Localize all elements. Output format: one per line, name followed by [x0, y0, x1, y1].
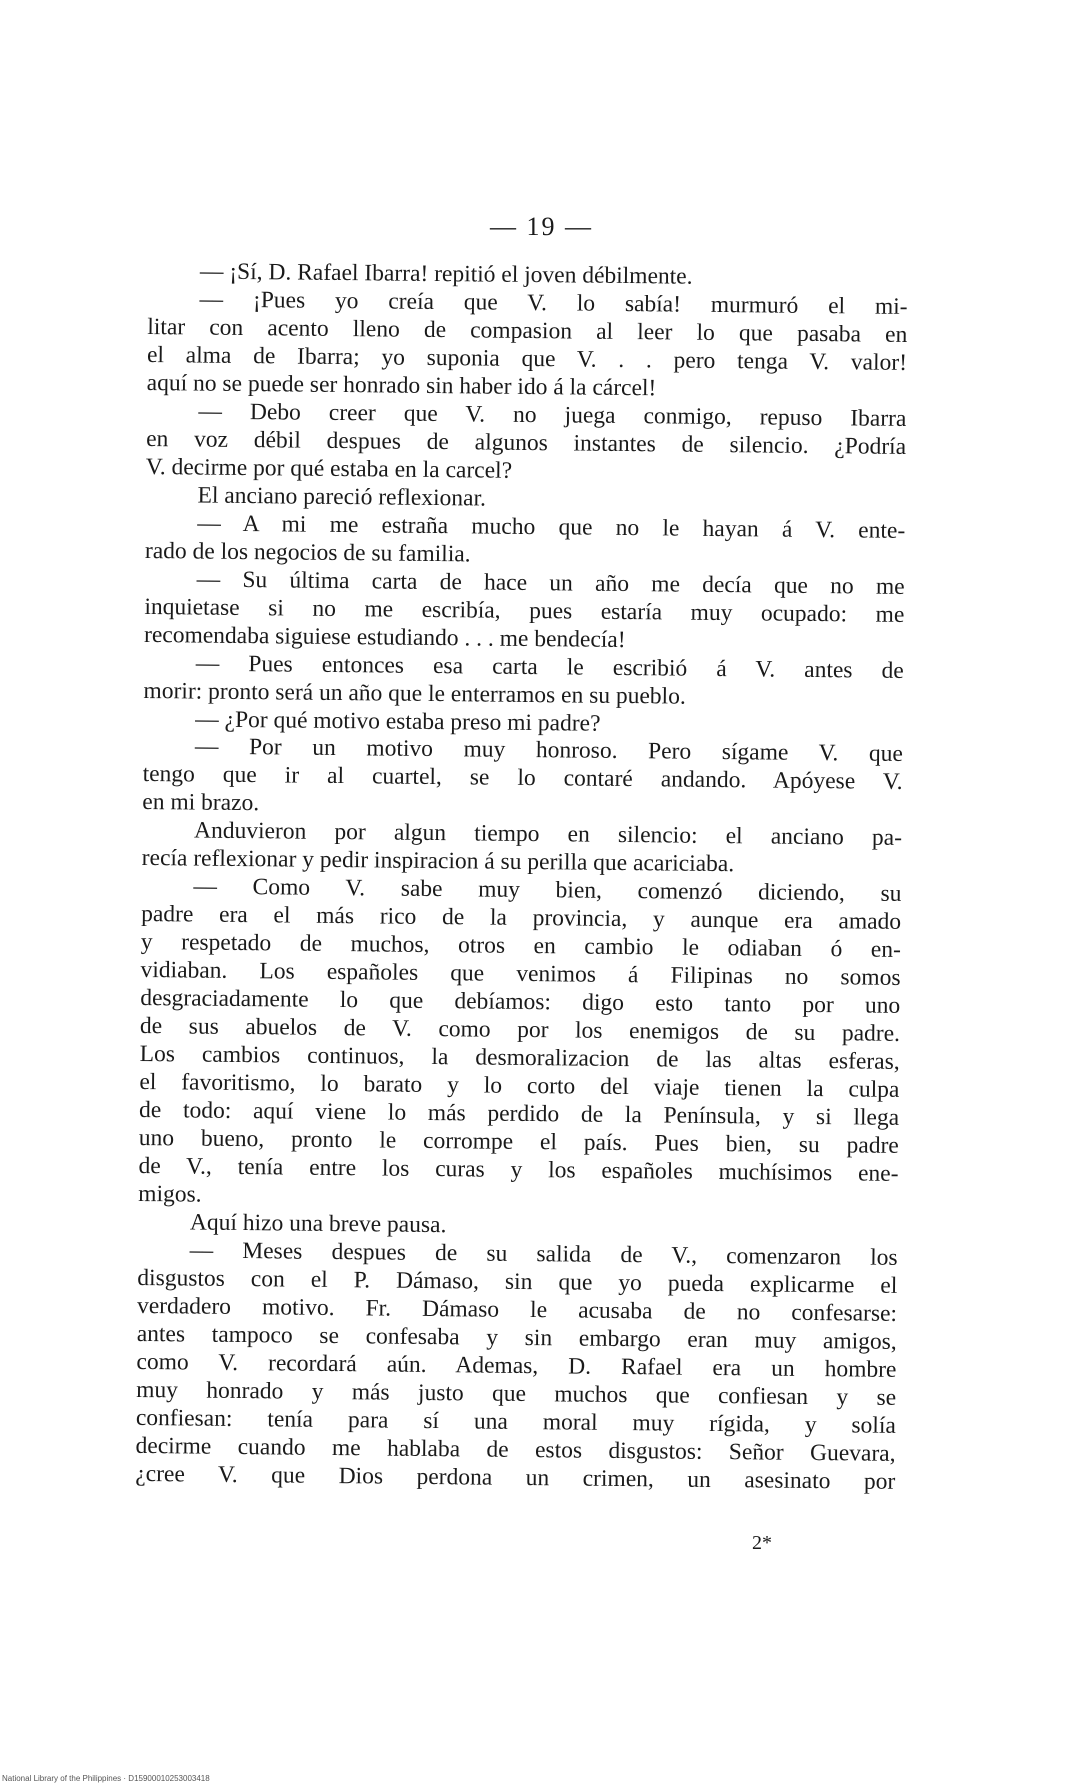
text-line: de todo: aquí viene lo más perdido de la Península, y si llega [138, 1097, 900, 1131]
text-line: — Meses despues de su salida de V., comenzaron los [189, 1237, 898, 1271]
text-line: como V. recordará aún. Ademas, D. Rafael era un hombre [136, 1348, 897, 1383]
text-line: Anduvieron por algun tiempo en silencio: el anciano pa- [193, 817, 903, 852]
text-line: V. decirme por qué estaba en la carcel? [145, 453, 513, 484]
text-line: migos. [138, 1180, 202, 1208]
text-line: verdadero motivo. Fr. Dámaso le acusaba de no confesarse: [136, 1292, 898, 1327]
text-line: rado de los negocios de su familia. [144, 537, 471, 568]
text-line: — Por un motivo muy honroso. Pero sígame V. que [194, 733, 904, 768]
body-text [135, 258, 908, 1501]
page-number: — 19 — [490, 212, 593, 241]
text-line: Los cambios continuos, la desmoralizacion de las altas esferas, [139, 1041, 900, 1076]
text-line: — Como V. sabe muy bien, comenzó diciendo, su [193, 873, 902, 908]
text-line: — Su última carta de hace un año me decía que no me [196, 566, 905, 600]
text-line: morir: pronto será un año que le enterramos en su pueblo. [143, 677, 686, 710]
text-line: ¿cree V. que Dios perdona un crimen, un asesinato por [135, 1460, 896, 1495]
text-line: disgustos con el P. Dámaso, sin que yo pueda explicarme el [137, 1264, 898, 1299]
text-line: en mi brazo. [142, 789, 260, 817]
text-line: Aquí hizo una breve pausa. [189, 1209, 447, 1239]
text-line: — Pues entonces esa carta le escribió á V. antes de [195, 650, 904, 684]
text-line: en voz débil despues de algunos instantes de silencio. ¿Podría [146, 425, 907, 460]
text-line: inquietase si no me escribía, pues estaría muy ocupado: me [144, 593, 905, 628]
text-line: tengo que ir al cuartel, se lo contaré andando. Apóyese V. [142, 761, 903, 796]
text-line: el favoritismo, lo barato y lo corto del viaje tienen la culpa [139, 1069, 900, 1104]
text-line: — ¡Sí, D. Rafael Ibarra! repitió el joven débilmente. [199, 258, 693, 290]
text-line: El anciano pareció reflexionar. [197, 482, 487, 512]
text-line: el alma de Ibarra; yo suponia que V. . . pero tenga V. valor! [146, 341, 908, 376]
text-line: antes tampoco se confesaba y sin embargo eran muy amigos, [136, 1320, 897, 1355]
archive-footer: National Library of the Philippines · D15900010253003418 [2, 1774, 210, 1783]
text-line: — ¿Por qué motivo estaba preso mi padre? [195, 706, 601, 737]
signature-mark: 2* [752, 1532, 772, 1554]
text-line: — ¡Pues yo creía que V. lo sabía! murmuró el mi- [199, 286, 908, 320]
text-line: recía reflexionar y pedir inspiracion á su perilla que acariciaba. [141, 845, 735, 878]
text-line: aquí no se puede ser honrado sin haber ido á la cárcel! [146, 369, 657, 402]
text-line: de V., tenía entre los curas y los españoles muchísimos ene- [138, 1152, 899, 1187]
text-line: vidiaban. Los españoles que venimos á Filipinas no somos [140, 957, 901, 992]
text-line: y respetado de muchos, otros en cambio le odiaban ó en- [140, 929, 901, 964]
text-line: — A mi me estraña mucho que no le hayan á V. ente- [197, 510, 906, 544]
text-line: de sus abuelos de V. como por los enemigos de su padre. [139, 1013, 901, 1048]
text-line: muy honrado y más justo que muchos que confiesan y se [136, 1376, 897, 1411]
text-line: recomendaba siguiese estudiando . . . me bendecía! [143, 621, 626, 653]
text-line: — Debo creer que V. no juega conmigo, repuso Ibarra [198, 398, 907, 432]
text-line: padre era el más rico de la provincia, y aunque era amado [141, 901, 902, 936]
text-line: litar con acento lleno de compasion al leer lo que pasaba en [147, 313, 908, 348]
text-line: uno bueno, pronto le corrompe el país. Pues bien, su padre [138, 1124, 899, 1159]
text-line: desgraciadamente lo que debíamos: digo esto tanto por uno [140, 985, 901, 1020]
text-line: decirme cuando me hablaba de estos disgustos: Señor Guevara, [135, 1432, 896, 1467]
text-line: confiesan: tenía para sí una moral muy rígida, y solía [135, 1404, 896, 1439]
